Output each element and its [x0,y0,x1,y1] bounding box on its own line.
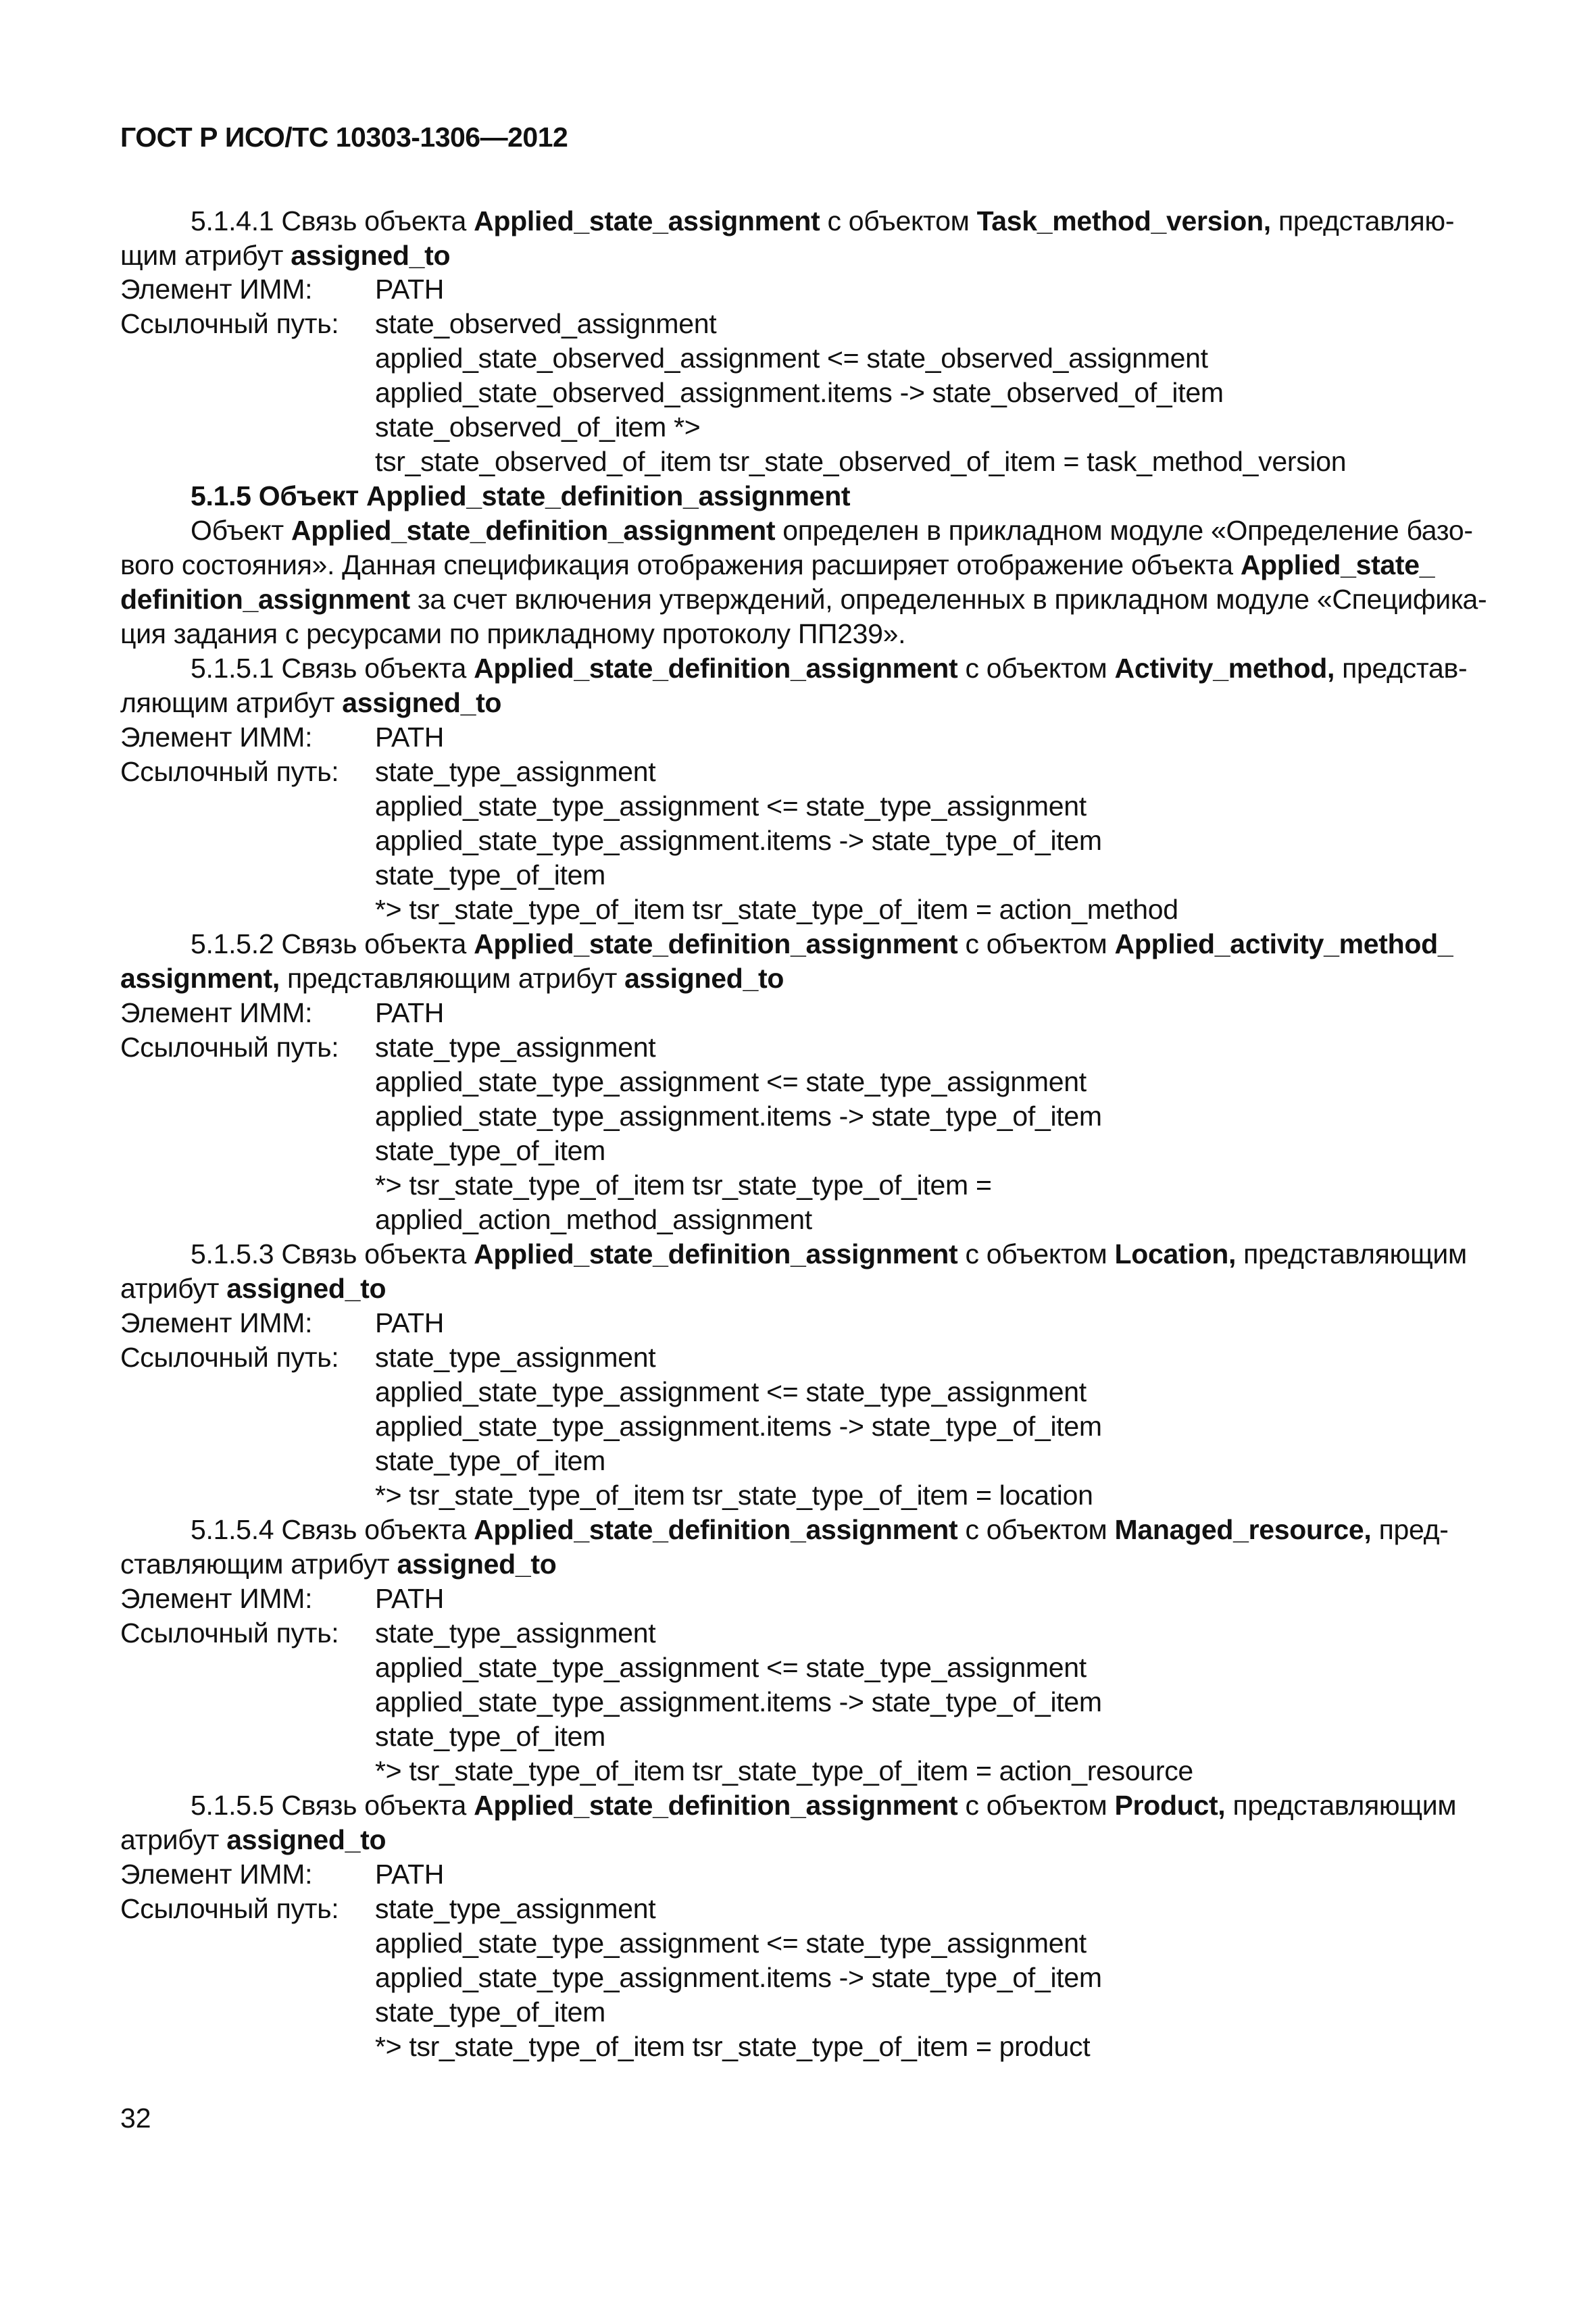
path-line: applied_state_type_assignment <= state_type_assignment [375,790,1087,822]
path-line: applied_state_type_assignment.items -> state_type_of_item [375,1686,1102,1717]
element-label: Элемент ИММ: [120,1859,313,1890]
path-label: Ссылочный путь: [120,1617,339,1649]
path-label: Ссылочный путь: [120,1342,339,1373]
section-5-1-5-2-line-2: assignment, представляющим атрибут assigned_to [120,963,784,994]
element-value: PATH [375,274,445,305]
element-value: PATH [375,722,445,753]
element-value: PATH [375,1307,445,1338]
path-line: *> tsr_state_type_of_item tsr_state_type_of_item = action_resource [375,1755,1193,1786]
path-line: applied_state_type_assignment.items -> state_type_of_item [375,825,1102,856]
path-line: applied_action_method_assignment [375,1204,812,1235]
path-line: tsr_state_observed_of_item tsr_state_observed_of_item = task_method_version [375,446,1347,477]
path-line: applied_state_type_assignment <= state_type_assignment [375,1376,1087,1407]
path-line: *> tsr_state_type_of_item tsr_state_type_of_item = action_method [375,894,1178,925]
path-line: state_type_of_item [375,859,606,890]
section-5-1-5-5-line-1: 5.1.5.5 Связь объекта Applied_state_definition_assignment с объектом Product, представляющим [191,1790,1457,1821]
standard-header: ГОСТ Р ИСО/ТС 10303-1306—2012 [120,122,568,153]
path-line: *> tsr_state_type_of_item tsr_state_type_of_item = location [375,1480,1093,1511]
section-5-1-4-1-line-2: щим атрибут assigned_to [120,240,451,271]
section-5-1-5-5-line-2: атрибут assigned_to [120,1824,386,1855]
path-line: state_type_of_item [375,1135,606,1166]
path-line: state_type_of_item [375,1721,606,1752]
section-5-1-5-1-line-1: 5.1.5.1 Связь объекта Applied_state_definition_assignment с объектом Activity_method, представ- [191,653,1468,684]
section-5-1-5-3-line-1: 5.1.5.3 Связь объекта Applied_state_definition_assignment с объектом Location, представляющим [191,1238,1467,1269]
element-value: PATH [375,997,445,1028]
section-5-1-5-para-line-4: ция задания с ресурсами по прикладному протоколу ПП239». [120,618,906,649]
path-line: applied_state_type_assignment.items -> state_type_of_item [375,1101,1102,1132]
path-label: Ссылочный путь: [120,1893,339,1924]
path-line: state_observed_assignment [375,308,717,339]
path-line: applied_state_type_assignment.items -> state_type_of_item [375,1411,1102,1442]
path-line: state_type_assignment [375,1617,656,1649]
path-label: Ссылочный путь: [120,308,339,339]
element-label: Элемент ИММ: [120,997,313,1028]
path-line: applied_state_observed_assignment <= state_observed_assignment [375,343,1208,374]
path-label: Ссылочный путь: [120,756,339,787]
path-line: applied_state_type_assignment <= state_type_assignment [375,1066,1087,1097]
path-line: applied_state_observed_assignment.items -> state_observed_of_item [375,377,1224,408]
path-label: Ссылочный путь: [120,1032,339,1063]
element-label: Элемент ИММ: [120,274,313,305]
section-5-1-5-4-line-1: 5.1.5.4 Связь объекта Applied_state_definition_assignment с объектом Managed_resource, пред- [191,1514,1449,1545]
path-line: state_type_of_item [375,1996,606,2028]
path-line: state_type_assignment [375,1893,656,1924]
element-value: PATH [375,1859,445,1890]
section-5-1-5-para-line-2: вого состояния». Данная спецификация отображения расширяет отображение объекта Applied_state_ [120,549,1435,580]
path-line: applied_state_type_assignment <= state_type_assignment [375,1928,1087,1959]
page-number: 32 [120,2103,151,2134]
section-5-1-5-heading: 5.1.5 Объект Applied_state_definition_assignment [191,480,851,511]
path-line: *> tsr_state_type_of_item tsr_state_type_of_item = [375,1169,992,1201]
path-line: state_type_of_item [375,1445,606,1476]
path-line: state_type_assignment [375,1342,656,1373]
path-line: applied_state_type_assignment.items -> state_type_of_item [375,1962,1102,1993]
element-label: Элемент ИММ: [120,1307,313,1338]
section-5-1-5-para-line-1: Объект Applied_state_definition_assignment определен в прикладном модуле «Определение базо- [191,515,1473,546]
section-5-1-5-para-line-3: definition_assignment за счет включения утверждений, определенных в прикладном модуле «Спецификa- [120,584,1487,615]
section-5-1-5-2-line-1: 5.1.5.2 Связь объекта Applied_state_definition_assignment с объектом Applied_activity_method_ [191,928,1453,959]
section-5-1-4-1-line-1: 5.1.4.1 Связь объекта Applied_state_assignment с объектом Task_method_version, представляю- [191,205,1455,236]
section-5-1-5-3-line-2: атрибут assigned_to [120,1273,386,1304]
element-value: PATH [375,1583,445,1614]
path-line: state_type_assignment [375,756,656,787]
section-5-1-5-4-line-2: ставляющим атрибут assigned_to [120,1549,557,1580]
element-label: Элемент ИММ: [120,1583,313,1614]
path-line: state_type_assignment [375,1032,656,1063]
path-line: *> tsr_state_type_of_item tsr_state_type_of_item = product [375,2031,1091,2062]
path-line: applied_state_type_assignment <= state_type_assignment [375,1652,1087,1683]
path-line: state_observed_of_item *> [375,411,701,443]
section-5-1-5-1-line-2: ляющим атрибут assigned_to [120,687,502,718]
element-label: Элемент ИММ: [120,722,313,753]
